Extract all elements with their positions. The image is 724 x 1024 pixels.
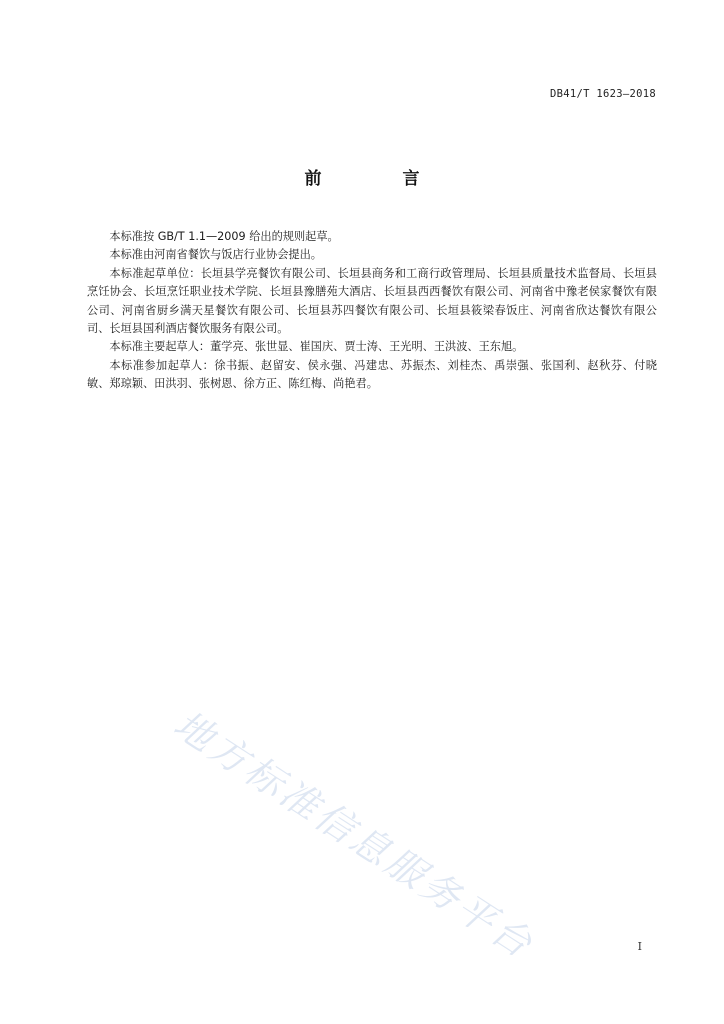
page-title: 前 言 [304,169,452,189]
paragraph-participating-drafters: 本标准参加起草人：徐书振、赵留安、侯永强、冯建忠、苏振杰、刘桂杰、禹崇强、张国利、赵秋芬、付晓敏、郑琼颖、田洪羽、张树恩、徐方正、陈红梅、尚艳君。 [87,358,657,391]
page-number: I [637,940,642,953]
paragraph-main-drafters: 本标准主要起草人：董学亮、张世显、崔国庆、贾士涛、王光明、王洪波、王东旭。 [109,340,524,354]
paragraph-drafting-rules: 本标准按 GB/T 1.1—2009 给出的规则起草。 [109,230,339,243]
standard-code: DB41/T 1623—2018 [550,88,656,100]
paragraph-drafting-units: 本标准起草单位：长垣县学亮餐饮有限公司、长垣县商务和工商行政管理局、长垣县质量技术监督局、长垣县烹饪协会、长垣烹饪职业技术学院、长垣县豫膳苑大酒店、长垣县西西餐饮有限公司、河南省中豫老侯家餐饮有限公司、河南省厨乡满天星餐饮有限公司、长垣县苏四餐饮有限公司、长垣县筱梁春饭庄、河南省欣达餐饮有限公司、长垣县国利酒店餐饮服务有限公司。 [87,266,657,336]
foreword-body [87,228,657,394]
watermark: 地方标准信息服务平台 [166,701,543,968]
paragraph-proposer: 本标准由河南省餐饮与饭店行业协会提出。 [109,248,322,262]
